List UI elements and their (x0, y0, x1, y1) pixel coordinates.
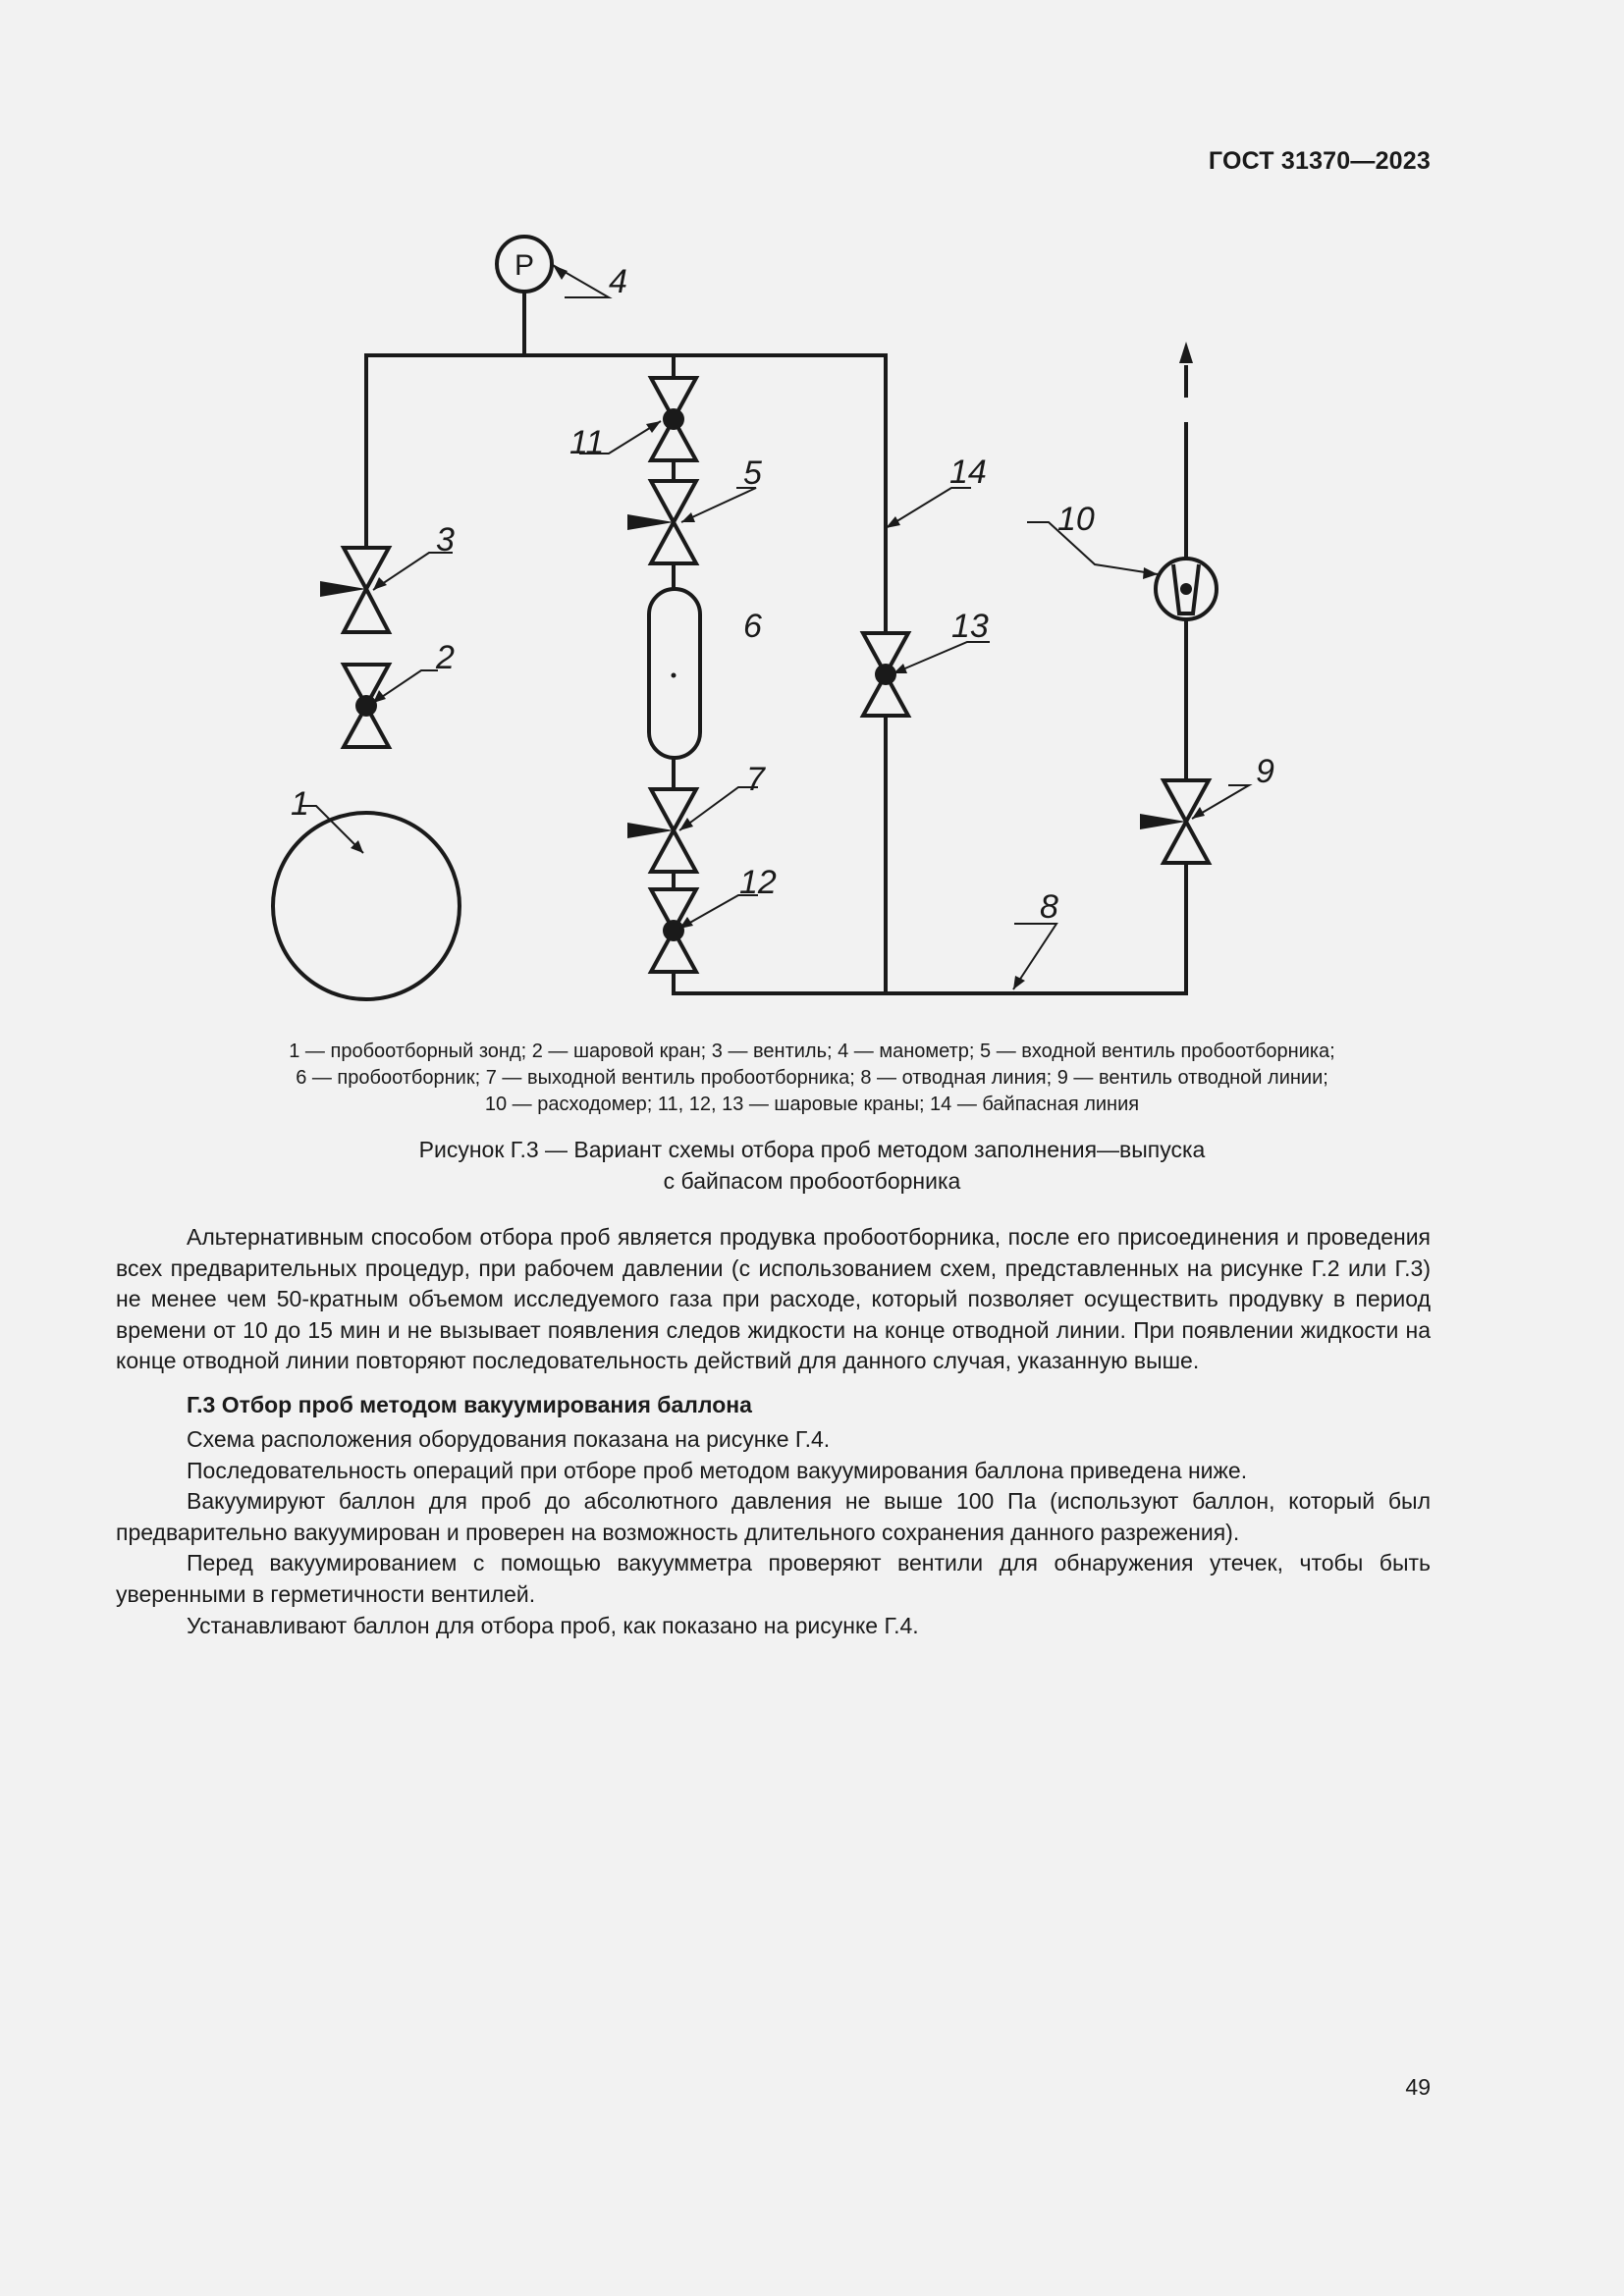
label-9: 9 (1256, 753, 1274, 790)
paragraph: Устанавливают баллон для отбора проб, как показано на рисунке Г.4. (187, 1612, 919, 1638)
paragraph: Последовательность операций при отборе проб методом вакуумирования баллона приведена ниже. (187, 1457, 1248, 1483)
page-number: 49 (1405, 2074, 1431, 2100)
section-heading: Г.3 Отбор проб методом вакуумирования баллона (187, 1391, 752, 1417)
paragraph: Вакуумируют баллон для проб до абсолютного давления не выше 100 Па (используют баллон, который был предварительно вакуумирован и проверен на возможность длительного сохранения данного разрежения). (116, 1488, 1431, 1545)
figure-caption (118, 1134, 1506, 1197)
gauge-letter: P (514, 249, 535, 282)
label-3: 3 (436, 521, 455, 559)
label-7: 7 (746, 761, 765, 798)
label-4: 4 (609, 263, 627, 300)
caption-line-2: с байпасом пробоотборника (663, 1168, 961, 1194)
exit-arrow (1179, 342, 1193, 363)
legend-line-3: 10 — расходомер; 11, 12, 13 — шаровые краны; 14 — байпасная линия (484, 1094, 1140, 1115)
legend-line-1: 1 — пробоотборный зонд; 2 — шаровой кран; 3 — вентиль; 4 — манометр; 5 — входной вентиль пробоотборника; (289, 1041, 1335, 1062)
label-2: 2 (436, 639, 455, 676)
figure-legend (108, 1039, 1516, 1118)
paragraph: Схема расположения оборудования показана на рисунке Г.4. (187, 1425, 831, 1452)
label-5: 5 (743, 454, 762, 492)
pipe-sampler-line (674, 355, 886, 993)
paragraph: Альтернативным способом отбора проб является продувка пробоотборника, после его присоединения и проведения всех предварительных процедур, при рабочем давлении (с использованием схем, представленных на рисунке Г.2 или Г.3) не менее чем 50-кратным объемом исследуемого газа при расходе, который позволяет осуществить продувку в период времени от 10 до 15 мин и не вызывает появления следов жидкости на конце отводной линии. При появлении жидкости на конце отводной линии повторяют последовательность действий для данного случая, указанную выше. (116, 1224, 1431, 1374)
legend-line-2: 6 — пробоотборник; 7 — выходной вентиль пробоотборника; 8 — отводная линия; 9 — вентиль отводной линии; (296, 1067, 1328, 1089)
sampling-scheme-diagram (0, 0, 1624, 1041)
label-11: 11 (569, 424, 605, 461)
probe-vessel (273, 813, 460, 999)
caption-line-1: Рисунок Г.3 — Вариант схемы отбора проб методом заполнения—выпуска (418, 1137, 1206, 1162)
label-12: 12 (739, 864, 777, 901)
label-13: 13 (951, 608, 989, 645)
label-1: 1 (291, 785, 309, 823)
body-text (116, 1222, 1431, 1641)
paragraph: Перед вакуумированием с помощью вакуумметра проверяют вентили для обнаружения утечек, чтобы быть уверенными в герметичности вентилей. (116, 1550, 1431, 1607)
label-14: 14 (949, 454, 987, 491)
label-10: 10 (1057, 501, 1095, 538)
label-6: 6 (743, 608, 762, 645)
label-8: 8 (1040, 888, 1058, 926)
document-header: ГОСТ 31370—2023 (1208, 147, 1431, 175)
